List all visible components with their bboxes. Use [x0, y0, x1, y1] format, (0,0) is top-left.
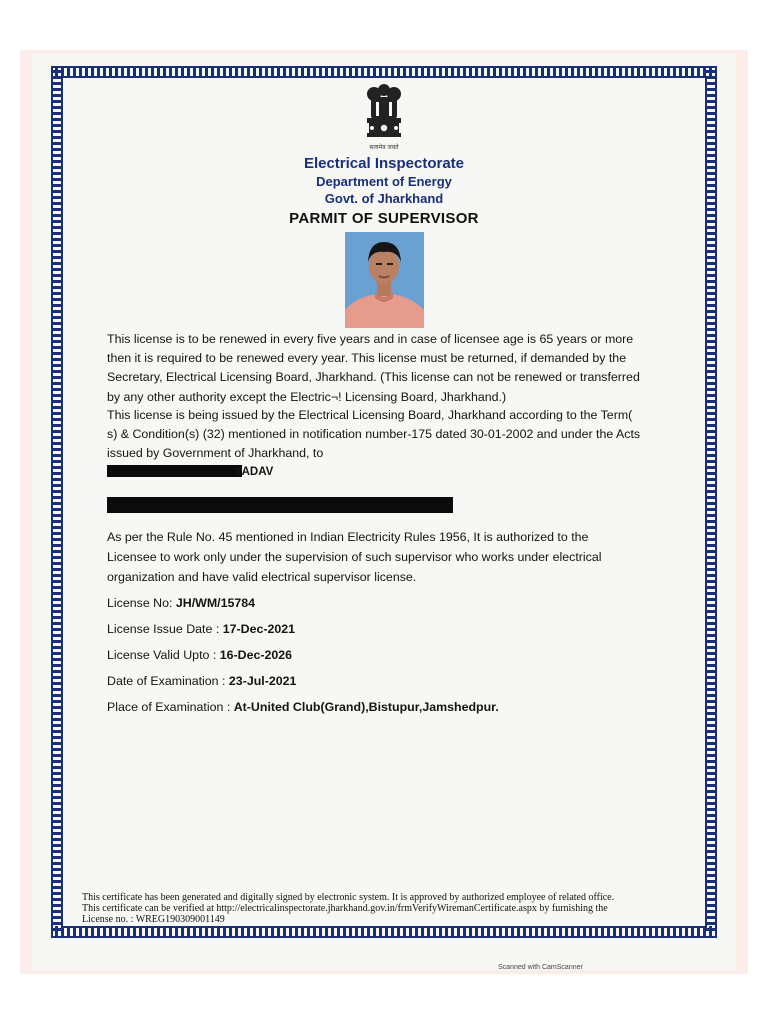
- valid-upto-label: License Valid Upto :: [107, 648, 220, 662]
- verification-footer: [82, 892, 702, 925]
- para2-line: s) & Condition(s) (32) mentioned in notification number-175 dated 30-01-2002 and under the Acts: [107, 427, 641, 442]
- department-name: Department of Energy: [316, 174, 452, 189]
- footer-line: This certificate has been generated and digitally signed by electronic system. It is approved by authorized employee of related office.: [82, 892, 615, 903]
- permit-title: PARMIT OF SUPERVISOR: [289, 210, 479, 227]
- exam-place-field: [107, 700, 499, 714]
- para3-line: organization and have valid electrical supervisor license.: [107, 570, 417, 584]
- issue-date-label: License Issue Date :: [107, 622, 223, 636]
- redaction-bar: [107, 497, 453, 513]
- license-number-field: [107, 596, 255, 610]
- licensee-name: [107, 465, 307, 479]
- para1-line: by any other authority except the Electric¬! Licensing Board, Jharkhand.): [107, 389, 507, 404]
- exam-place-label: Place of Examination :: [107, 700, 234, 714]
- valid-upto-field: [107, 648, 292, 662]
- para2-line: issued by Government of Jharkhand, to: [107, 446, 324, 461]
- para1-line: This license is to be renewed in every five years and in case of licensee age is 65 years or more: [107, 332, 634, 346]
- emblem-motto: सत्यमेव जयते: [369, 145, 399, 151]
- government-name: Govt. of Jharkhand: [324, 191, 444, 206]
- scanner-watermark: Scanned with CamScanner: [498, 964, 583, 971]
- para1-line: Secretary, Electrical Licensing Board, Jharkhand. (This license can not be renewed or transferred: [107, 370, 640, 385]
- authorization-paragraph: [107, 527, 707, 587]
- issuance-paragraph: [107, 406, 707, 464]
- para2-line: This license is being issued by the Electrical Licensing Board, Jharkhand according to the Term(: [107, 408, 633, 422]
- license-number-label: License No:: [107, 596, 176, 610]
- licensee-photo: [345, 232, 424, 328]
- para3-line: Licensee to work only under the supervision of such supervisor who works under electrical: [107, 550, 602, 564]
- exam-date-field: [107, 674, 296, 688]
- valid-upto-value: 16-Dec-2026: [219, 648, 293, 662]
- state-emblem-icon: [361, 82, 407, 146]
- issue-date-value: 17-Dec-2021: [222, 622, 296, 636]
- exam-date-value: 23-Jul-2021: [228, 674, 297, 688]
- license-number-value: JH/WM/15784: [175, 596, 256, 610]
- exam-date-label: Date of Examination :: [107, 674, 229, 688]
- renewal-paragraph: [107, 330, 707, 407]
- licensee-surname: YADAV: [235, 466, 274, 478]
- office-title: Electrical Inspectorate: [303, 155, 465, 172]
- redaction-bar: [107, 465, 242, 477]
- para1-line: then it is required to be renewed every year. This license must be returned, if demanded by the: [107, 351, 627, 366]
- para3-line: As per the Rule No. 45 mentioned in Indian Electricity Rules 1956, It is authorized to the: [107, 530, 589, 544]
- issue-date-field: [107, 622, 295, 636]
- footer-line: This certificate can be verified at http://electricalinspectorate.jharkhand.gov.in/frmVerifyWiremanCertificate.aspx by furnishing the: [82, 903, 608, 914]
- footer-line: License no. : WREG190309001149: [82, 914, 225, 925]
- exam-place-value: At-United Club(Grand),Bistupur,Jamshedpur.: [233, 700, 499, 714]
